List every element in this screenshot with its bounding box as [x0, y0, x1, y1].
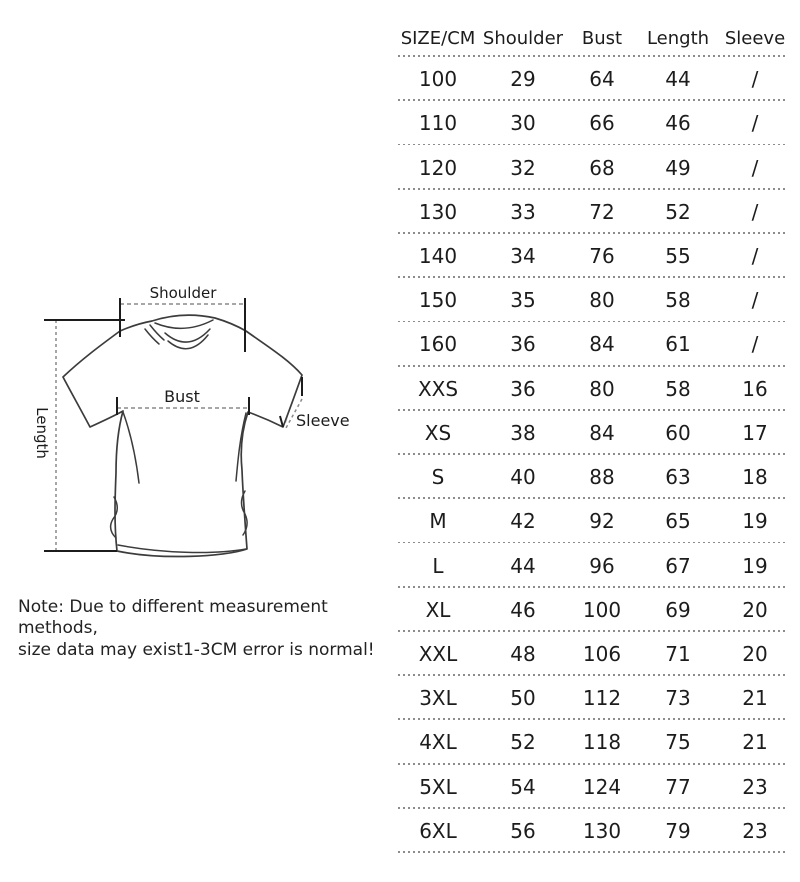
table-row — [398, 543, 790, 587]
table-cell-size: L — [432, 553, 444, 578]
table-cell-shoulder: 40 — [510, 465, 536, 490]
table-cell-shoulder: 44 — [510, 553, 536, 578]
table-cell-bust: 112 — [582, 686, 622, 711]
table-row — [398, 411, 790, 455]
table-cell-bust: 100 — [582, 597, 622, 622]
table-cell-bust: 118 — [582, 730, 622, 755]
table-cell-shoulder: 52 — [510, 730, 536, 755]
header-cell-sleeve: Sleeve — [724, 28, 786, 49]
table-row — [398, 632, 790, 676]
table-cell-bust: 130 — [582, 818, 622, 843]
table-cell-length: 46 — [665, 111, 691, 136]
size-table — [398, 20, 790, 853]
table-cell-size: XS — [424, 420, 452, 445]
table-row — [398, 234, 790, 278]
table-cell-sleeve: / — [751, 67, 759, 92]
table-cell-size: 150 — [418, 288, 458, 313]
measurement-note — [18, 597, 388, 661]
table-cell-shoulder: 35 — [510, 288, 536, 313]
table-cell-shoulder: 42 — [510, 509, 536, 534]
note-line-1: Note: Due to different measurement methods, — [18, 597, 328, 639]
table-row — [398, 588, 790, 632]
table-cell-sleeve: / — [751, 199, 759, 224]
tshirt-measurement-diagram — [0, 270, 400, 600]
table-row — [398, 57, 790, 101]
table-cell-sleeve: 17 — [742, 420, 768, 445]
table-cell-shoulder: 50 — [510, 686, 536, 711]
table-row — [398, 676, 790, 720]
table-cell-bust: 80 — [589, 288, 615, 313]
table-cell-shoulder: 48 — [510, 641, 536, 666]
table-cell-size: M — [429, 509, 447, 534]
bust-label: Bust — [164, 387, 200, 406]
table-cell-sleeve: / — [751, 155, 759, 180]
length-label: Length — [33, 407, 51, 459]
table-cell-length: 65 — [665, 509, 691, 534]
table-cell-sleeve: 19 — [742, 553, 768, 578]
header-cell-bust: Bust — [581, 28, 623, 49]
table-cell-size: 4XL — [419, 730, 457, 755]
shoulder-label: Shoulder — [149, 284, 217, 302]
header-cell-shoulder: Shoulder — [482, 28, 564, 49]
table-cell-sleeve: 16 — [742, 376, 768, 401]
table-cell-shoulder: 33 — [510, 199, 536, 224]
table-cell-size: XXS — [417, 376, 459, 401]
table-cell-size: 5XL — [419, 774, 457, 799]
table-cell-length: 75 — [665, 730, 691, 755]
table-cell-length: 44 — [665, 67, 691, 92]
tshirt-outline — [63, 315, 302, 556]
table-row — [398, 278, 790, 322]
table-cell-shoulder: 32 — [510, 155, 536, 180]
header-cell-length: Length — [646, 28, 710, 49]
table-cell-bust: 88 — [589, 465, 615, 490]
table-cell-length: 77 — [665, 774, 691, 799]
table-cell-length: 63 — [665, 465, 691, 490]
table-cell-size: 3XL — [419, 686, 457, 711]
table-cell-shoulder: 34 — [510, 243, 536, 268]
table-cell-length: 71 — [665, 641, 691, 666]
table-row — [398, 499, 790, 543]
table-cell-sleeve: 21 — [742, 730, 768, 755]
table-cell-shoulder: 56 — [510, 818, 536, 843]
table-cell-shoulder: 38 — [510, 420, 536, 445]
table-cell-sleeve: 18 — [742, 465, 768, 490]
table-cell-length: 58 — [665, 376, 691, 401]
table-cell-length: 55 — [665, 243, 691, 268]
table-cell-size: 160 — [418, 332, 458, 357]
table-cell-bust: 64 — [589, 67, 615, 92]
table-cell-shoulder: 36 — [510, 332, 536, 357]
table-cell-size: S — [431, 465, 445, 490]
note-line-2: size data may exist1-3CM error is normal! — [18, 639, 375, 660]
table-cell-length: 58 — [665, 288, 691, 313]
table-cell-sleeve: 20 — [742, 597, 768, 622]
table-cell-size: 140 — [418, 243, 458, 268]
table-cell-bust: 92 — [589, 509, 615, 534]
table-cell-size: 110 — [418, 111, 458, 136]
table-cell-bust: 106 — [582, 641, 622, 666]
table-cell-size: XXL — [418, 641, 458, 666]
table-row — [398, 809, 790, 853]
table-cell-bust: 66 — [589, 111, 615, 136]
table-cell-sleeve: 20 — [742, 641, 768, 666]
table-cell-bust: 84 — [589, 420, 615, 445]
table-cell-sleeve: 23 — [742, 818, 768, 843]
table-row — [398, 145, 790, 189]
table-row — [398, 765, 790, 809]
table-row — [398, 455, 790, 499]
table-cell-size: XL — [425, 597, 451, 622]
table-cell-shoulder: 46 — [510, 597, 536, 622]
table-cell-bust: 80 — [589, 376, 615, 401]
table-cell-shoulder: 36 — [510, 376, 536, 401]
table-row — [398, 720, 790, 764]
table-cell-sleeve: / — [751, 243, 759, 268]
table-cell-bust: 68 — [589, 155, 615, 180]
table-row — [398, 190, 790, 234]
table-cell-sleeve: 21 — [742, 686, 768, 711]
table-cell-size: 100 — [418, 67, 458, 92]
table-cell-bust: 72 — [589, 199, 615, 224]
table-cell-size: 130 — [418, 199, 458, 224]
table-cell-bust: 76 — [589, 243, 615, 268]
table-cell-length: 69 — [665, 597, 691, 622]
table-cell-bust: 84 — [589, 332, 615, 357]
table-cell-length: 52 — [665, 199, 691, 224]
table-cell-sleeve: / — [751, 332, 759, 357]
table-cell-length: 60 — [665, 420, 691, 445]
table-cell-length: 79 — [665, 818, 691, 843]
table-cell-sleeve: 19 — [742, 509, 768, 534]
sleeve-label: Sleeve — [296, 411, 350, 430]
table-cell-size: 6XL — [419, 818, 457, 843]
table-cell-length: 61 — [665, 332, 691, 357]
table-cell-sleeve: / — [751, 111, 759, 136]
header-cell-size: SIZE/CM — [400, 28, 476, 49]
table-cell-sleeve: / — [751, 288, 759, 313]
table-row — [398, 101, 790, 145]
table-cell-size: 120 — [418, 155, 458, 180]
table-cell-length: 49 — [665, 155, 691, 180]
table-cell-bust: 96 — [589, 553, 615, 578]
size-table-header — [398, 20, 790, 57]
table-row — [398, 367, 790, 411]
table-row — [398, 322, 790, 366]
table-cell-shoulder: 54 — [510, 774, 536, 799]
table-cell-sleeve: 23 — [742, 774, 768, 799]
table-cell-length: 67 — [665, 553, 691, 578]
table-cell-bust: 124 — [582, 774, 622, 799]
table-cell-shoulder: 29 — [510, 67, 536, 92]
table-cell-shoulder: 30 — [510, 111, 536, 136]
table-cell-length: 73 — [665, 686, 691, 711]
